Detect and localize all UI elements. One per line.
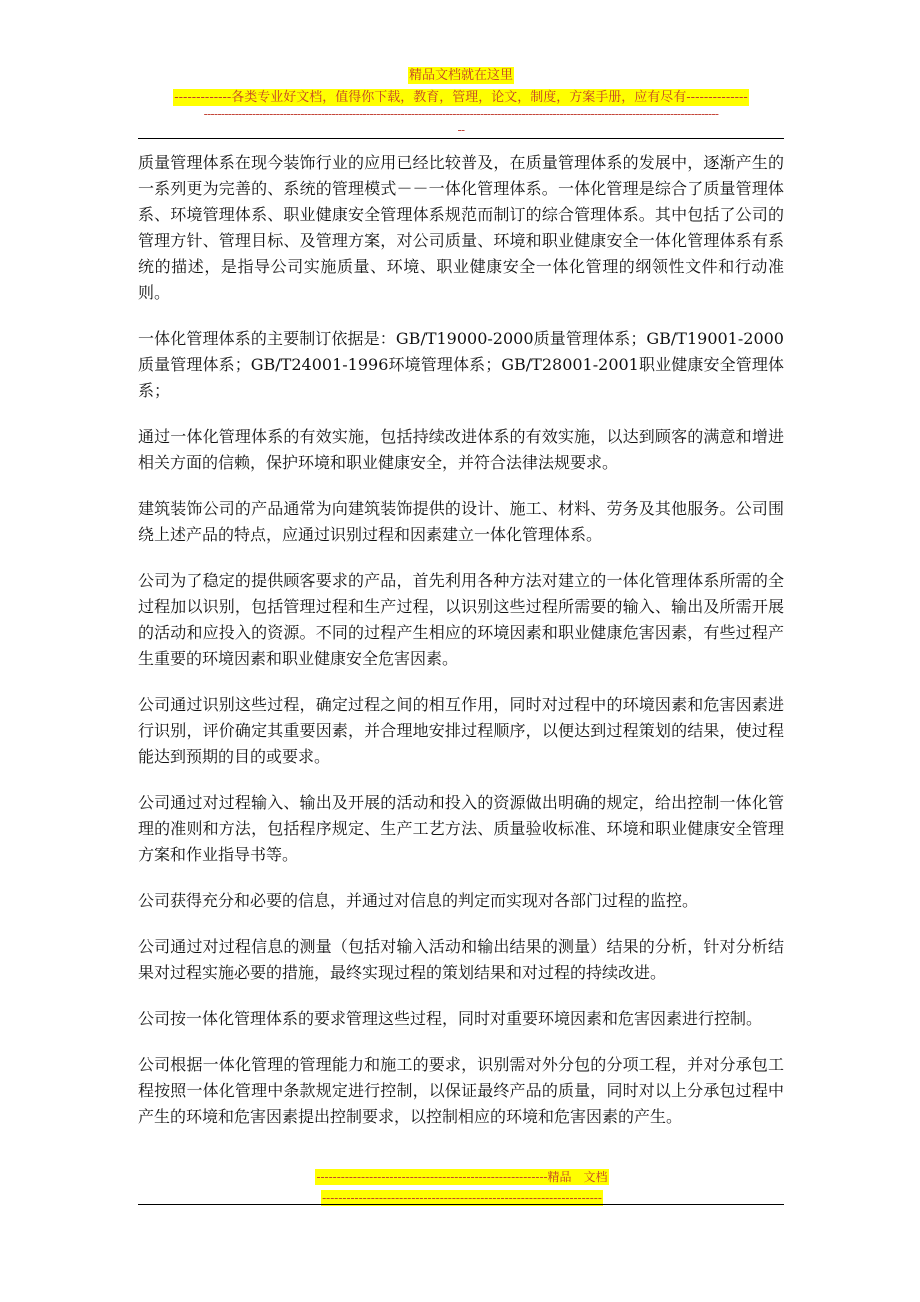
paragraph: 公司通过识别这些过程，确定过程之间的相互作用，同时对过程中的环境因素和危害因素进行识别，评价确定其重要因素，并合理地安排过程顺序，以便达到过程策划的结果，使过程能达到预期的目的或要求。 — [138, 695, 784, 766]
paragraph: 公司通过对过程输入、输出及开展的活动和投入的资源做出明确的规定，给出控制一体化管理的准则和方法，包括程序规定、生产工艺方法、质量验收标准、环境和职业健康安全管理方案和作业指导书等。 — [138, 793, 784, 864]
footer-rule — [138, 1204, 784, 1205]
footer-line-2: --------------------------------------------------------------------- — [322, 1191, 602, 1205]
header-dash-tail: -- — [457, 123, 465, 137]
document-body — [138, 150, 784, 1150]
header-dash-line: ----------------------------------------------------------------------------------------------------------------------------------------------------- — [203, 107, 719, 121]
footer-line-1: ---------------------------------------------------------精品 文档 — [316, 1170, 608, 1184]
paragraph: 公司获得充分和必要的信息，并通过对信息的判定而实现对各部门过程的监控。 — [138, 891, 699, 910]
header-title: 精品文档就在这里 — [408, 68, 513, 83]
paragraph: 公司为了稳定的提供顾客要求的产品，首先利用各种方法对建立的一体化管理体系所需的全过程加以识别，包括管理过程和生产过程，以识别这些过程所需要的输入、输出及所需开展的活动和应投入的资源。不同的过程产生相应的环境因素和职业健康危害因素，有些过程产生重要的环境因素和职业健康安全危害因素。 — [138, 571, 784, 668]
paragraph: 一体化管理体系的主要制订依据是：GB/T19000-2000质量管理体系；GB/T19001-2000质量管理体系；GB/T24001-1996环境管理体系；GB/T28001-2001职业健康安全管理体系； — [138, 329, 784, 400]
page-footer — [294, 1166, 630, 1206]
paragraph: 建筑装饰公司的产品通常为向建筑装饰提供的设计、施工、材料、劳务及其他服务。公司围绕上述产品的特点，应通过识别过程和因素建立一体化管理体系。 — [138, 499, 784, 544]
paragraph: 公司按一体化管理体系的要求管理这些过程，同时对重要环境因素和危害因素进行控制。 — [138, 1009, 763, 1028]
paragraph: 公司根据一体化管理的管理能力和施工的要求，识别需对外分包的分项工程，并对分承包工程按照一体化管理中条款规定进行控制，以保证最终产品的质量，同时对以上分承包过程中产生的环境和危害因素提出控制要求，以控制相应的环境和危害因素的产生。 — [138, 1055, 784, 1126]
header-rule — [138, 138, 784, 139]
paragraph: 质量管理体系在现今装饰行业的应用已经比较普及，在质量管理体系的发展中，逐渐产生的一系列更为完善的、系统的管理模式－－一体化管理体系。一体化管理是综合了质量管理体系、环境管理体系、职业健康安全管理体系规范而制订的综合管理体系。其中包括了公司的管理方针、管理目标、及管理方案，对公司质量、环境和职业健康安全一体化管理体系有系统的描述，是指导公司实施质量、环境、职业健康安全一体化管理的纲领性文件和行动准则。 — [138, 153, 784, 302]
paragraph: 通过一体化管理体系的有效实施，包括持续改进体系的有效实施，以达到顾客的满意和增进相关方面的信赖，保护环境和职业健康安全，并符合法律法规要求。 — [138, 427, 784, 472]
paragraph: 公司通过对过程信息的测量（包括对输入活动和输出结果的测量）结果的分析，针对分析结果对过程实施必要的措施，最终实现过程的策划结果和对过程的持续改进。 — [138, 937, 784, 982]
page-header — [138, 64, 784, 138]
header-tagline: -------------各类专业好文档，值得你下载，教育，管理，论文，制度，方案手册，应有尽有-------------- — [174, 90, 748, 105]
